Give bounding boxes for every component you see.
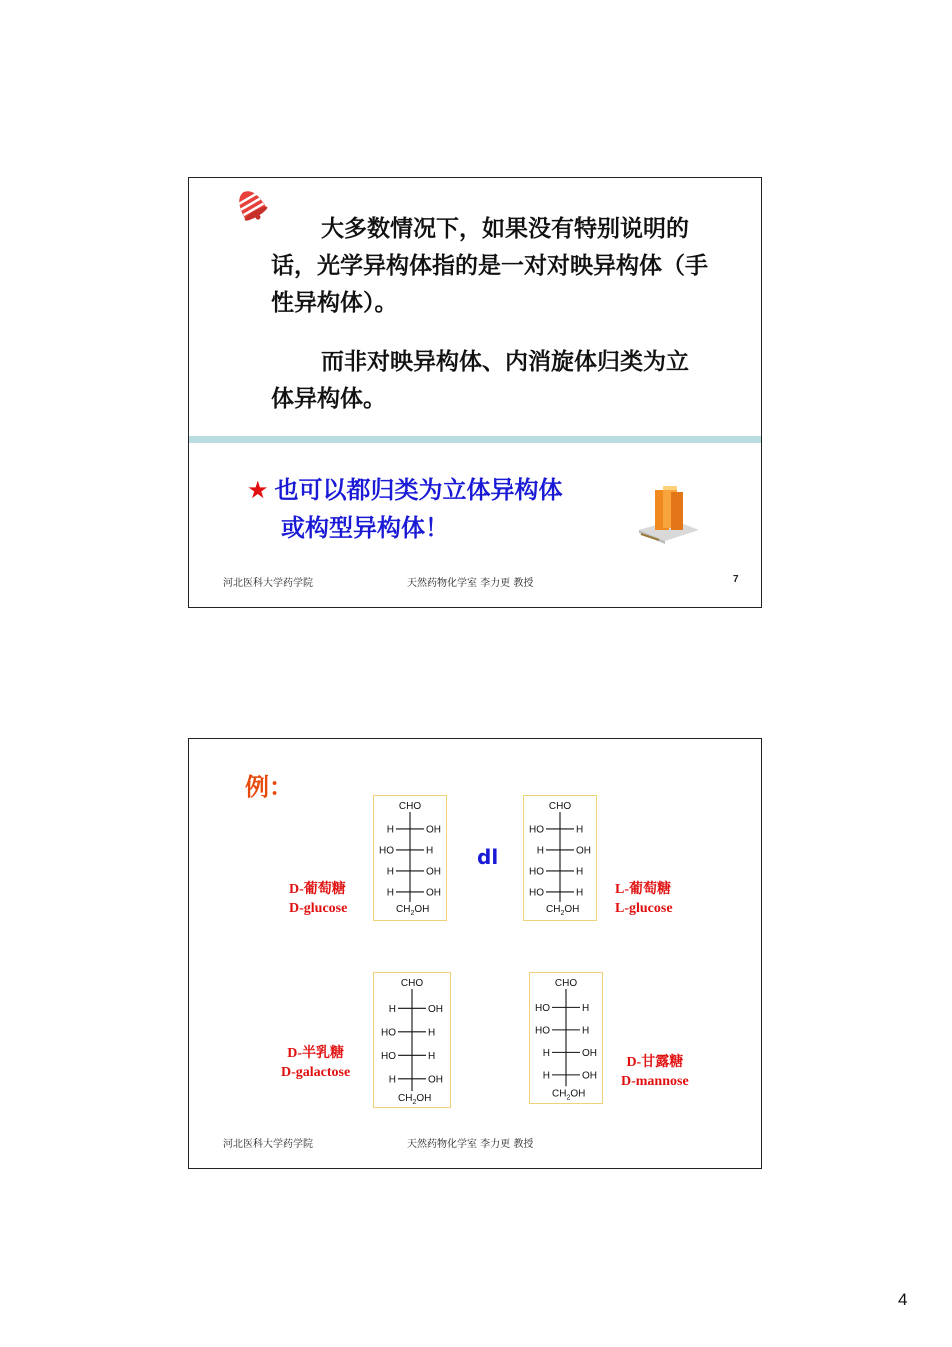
left-substituent: HO [529, 866, 544, 878]
hydroxymethyl-group-label: $CH_2OH$ [398, 1093, 432, 1107]
right-substituent: OH [428, 1074, 443, 1086]
left-substituent: H [542, 1047, 550, 1059]
highlight-line-1: ★ 也可以都归类为立体异构体 [247, 476, 563, 504]
left-substituent: HO [535, 1002, 550, 1014]
left-substituent: H [542, 1070, 550, 1082]
left-substituent: HO [379, 845, 394, 857]
aldehyde-group-label: CHO [554, 978, 578, 989]
right-substituent: H [428, 1050, 436, 1062]
hydroxymethyl-group-label: $CH_2OH$ [552, 1088, 586, 1102]
footer-author: 天然药物化学室 李力更 教授 [407, 1139, 534, 1150]
d-glucose-label: D-葡萄糖 D-glucose [289, 882, 348, 916]
aldehyde-group-label: CHO [400, 978, 424, 989]
right-substituent: OH [576, 845, 591, 857]
right-substituent: OH [426, 887, 441, 899]
right-substituent: H [576, 824, 584, 836]
slide-7 [188, 177, 762, 608]
d-mannose-label: D-甘露糖 D-mannose [621, 1055, 689, 1089]
right-substituent: OH [428, 1003, 443, 1015]
right-substituent: H [426, 845, 434, 857]
left-substituent: H [386, 824, 394, 836]
l-glucose-label: L-葡萄糖 L-glucose [615, 882, 673, 916]
right-substituent: H [582, 1025, 590, 1037]
left-substituent: HO [535, 1025, 550, 1037]
highlight-line-2: 或构型异构体！ [281, 514, 449, 542]
right-substituent: H [582, 1002, 590, 1014]
left-substituent: H [388, 1074, 396, 1086]
d-galactose-label: D-半乳糖 D-galactose [281, 1046, 351, 1080]
left-substituent: H [536, 845, 544, 857]
star-icon: ★ [247, 476, 269, 504]
slide-sugar-examples [188, 738, 762, 1169]
d-glucose-structure [373, 795, 447, 921]
section-divider [189, 436, 761, 443]
paragraph-diastereomers: 而非对映异构体、内消旋体归类为立体异构体。 [271, 349, 689, 412]
dl-pair-label: dl [477, 845, 499, 869]
left-substituent: H [388, 1003, 396, 1015]
slide-number: 7 [733, 574, 739, 585]
right-substituent: OH [582, 1070, 597, 1082]
footer-institution: 河北医科大学药学院 [223, 1139, 313, 1150]
bell-icon [229, 184, 273, 226]
l-glucose-structure [523, 795, 597, 921]
page-number: 4 [898, 1290, 908, 1309]
aldehyde-group-label: CHO [398, 801, 422, 812]
example-label: 例： [245, 773, 293, 801]
right-substituent: OH [426, 824, 441, 836]
right-substituent: H [576, 887, 584, 899]
left-substituent: HO [381, 1050, 396, 1062]
d-galactose-structure [373, 972, 451, 1108]
left-substituent: HO [529, 887, 544, 899]
d-mannose-structure [529, 972, 603, 1104]
footer-author: 天然药物化学室 李力更 教授 [407, 578, 534, 589]
left-substituent: H [386, 887, 394, 899]
paragraph-optical-isomers: 大多数情况下，如果没有特别说明的话，光学异构体指的是一对对映异构体（手性异构体）。 [271, 216, 708, 316]
right-substituent: OH [426, 866, 441, 878]
right-substituent: H [576, 866, 584, 878]
hydroxymethyl-group-label: $CH_2OH$ [396, 903, 430, 917]
books-icon [633, 478, 703, 546]
left-substituent: H [386, 866, 394, 878]
right-substituent: H [428, 1027, 436, 1039]
right-substituent: OH [582, 1047, 597, 1059]
hydroxymethyl-group-label: $CH_2OH$ [546, 903, 580, 917]
footer-institution: 河北医科大学药学院 [223, 578, 313, 589]
aldehyde-group-label: CHO [548, 801, 572, 812]
left-substituent: HO [529, 824, 544, 836]
left-substituent: HO [381, 1027, 396, 1039]
